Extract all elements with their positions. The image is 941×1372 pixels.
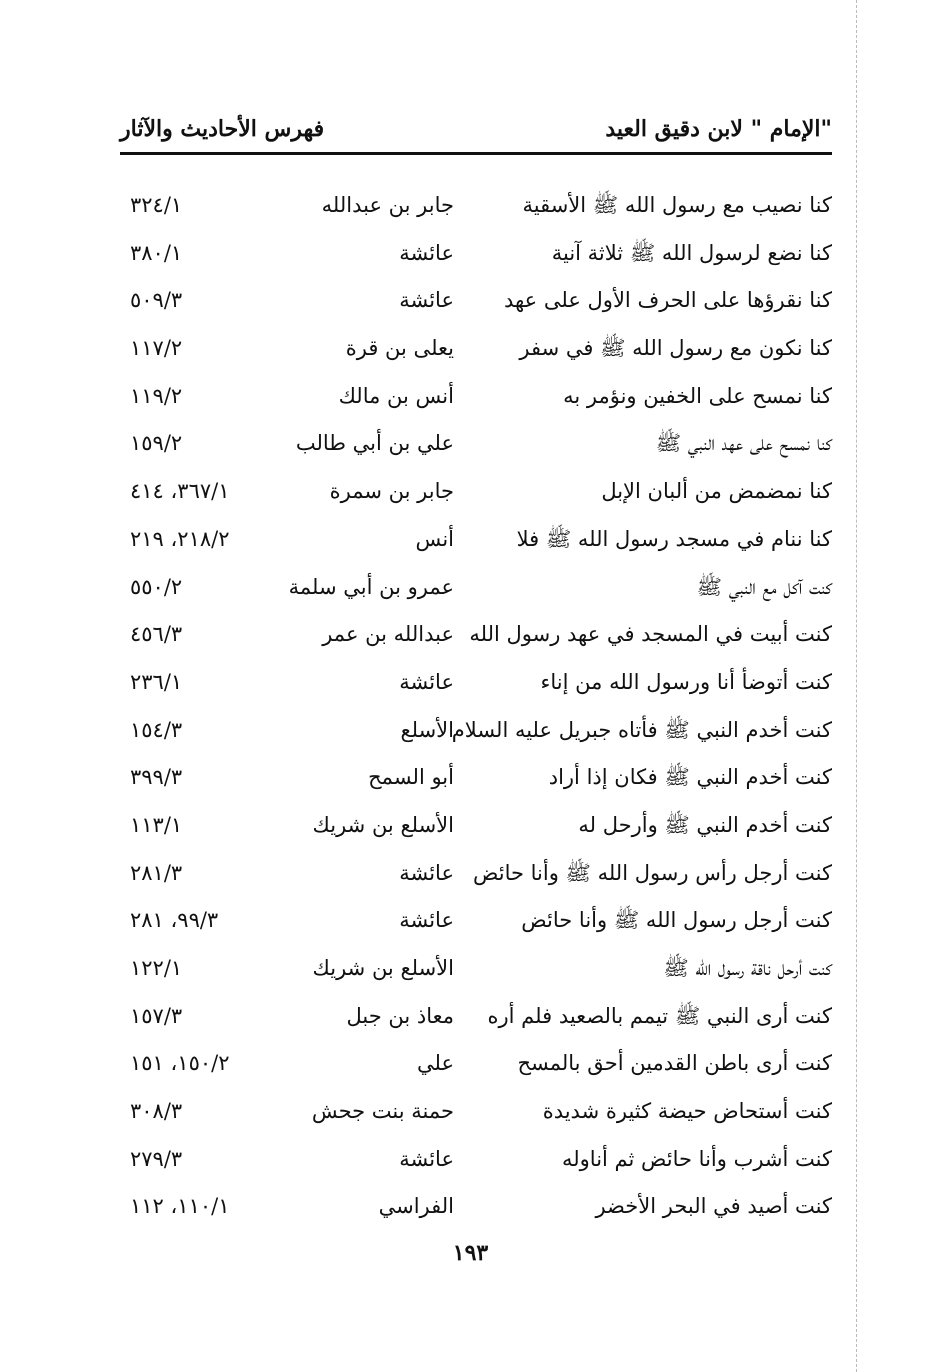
narrator: جابر بن سمرة (329, 479, 454, 504)
index-entry (118, 710, 832, 758)
hadith-incipit: كنت أشرب وأنا حائض ثم أناوله (562, 1146, 832, 1171)
narrator: عبدالله بن عمر (322, 622, 454, 647)
volume-page-ref: ٣٩٩/٣ (130, 765, 183, 790)
section-title: فهرس الأحاديث والآثار (120, 116, 325, 142)
index-entry (118, 1091, 832, 1139)
volume-page-ref: ٢٧٩/٣ (130, 1146, 183, 1171)
volume-page-ref: ١١٣/١ (130, 812, 183, 837)
volume-page-ref: ٣٨٠/١ (130, 240, 183, 265)
hadith-incipit: كنت أخدم النبي ﷺ فأتاه جبريل عليه السلام (451, 717, 832, 742)
index-entry (118, 423, 832, 471)
volume-page-ref: ٢١٨/٢، ٢١٩ (130, 526, 230, 551)
volume-page-ref: ٥٠٩/٣ (130, 288, 183, 313)
hadith-incipit: كنا نمسح على الخفين ونؤمر به (563, 383, 832, 408)
volume-page-ref: ١١٠/١، ١١٢ (130, 1194, 230, 1219)
index-entry (118, 948, 832, 996)
hadith-incipit: كنت أرجل رأس رسول الله ﷺ وأنا حائض (473, 860, 832, 885)
hadith-incipit: كنت أتوضأ أنا ورسول الله من إناء (540, 669, 832, 694)
volume-page-ref: ٢٨١/٣ (130, 860, 183, 885)
index-entry (118, 757, 832, 805)
narrator: عائشة (399, 1146, 454, 1171)
index-entry (118, 614, 832, 662)
hadith-incipit: كنا نقرؤها على الحرف الأول على عهد (503, 288, 832, 313)
narrator: عائشة (399, 860, 454, 885)
narrator: معاذ بن جبل (346, 1003, 454, 1028)
volume-page-ref: ١١٧/٢ (130, 336, 183, 361)
narrator: الأسلع (400, 717, 454, 742)
index-entry (118, 376, 832, 424)
narrator: الأسلع بن شريك (312, 956, 454, 980)
volume-page-ref: ٣٦٧/١، ٤١٤ (130, 479, 230, 504)
narrator: عائشة (399, 240, 454, 265)
index-entry (118, 805, 832, 853)
hadith-incipit: كنت أرجل رسول الله ﷺ وأنا حائض (521, 908, 832, 933)
hadith-incipit: كنت أصيد في البحر الأخضر (595, 1194, 832, 1219)
index-entry (118, 471, 832, 519)
hadith-incipit: كنا نضع لرسول الله ﷺ ثلاثة آنية (551, 240, 832, 265)
narrator: علي (417, 1051, 454, 1076)
volume-page-ref: ١١٩/٢ (130, 383, 183, 408)
index-entry (118, 996, 832, 1044)
narrator: أنس (415, 526, 454, 551)
hadith-incipit: كنت آكل مع النبي ﷺ (696, 574, 832, 599)
index-list (118, 185, 832, 1234)
hadith-incipit: كنت أرحل ناقة رسول الله ﷺ (663, 956, 832, 980)
hadith-incipit: كنا ننام في مسجد رسول الله ﷺ فلا (516, 526, 832, 551)
narrator: عائشة (399, 669, 454, 694)
index-entry (118, 233, 832, 281)
volume-page-ref: ٥٥٠/٢ (130, 574, 183, 599)
hadith-incipit: كنا نكون مع رسول الله ﷺ في سفر (519, 336, 832, 361)
page-number: ١٩٣ (452, 1240, 489, 1266)
index-entry (118, 280, 832, 328)
running-header (120, 112, 832, 152)
hadith-incipit: كنت أرى النبي ﷺ تيمم بالصعيد فلم أره (487, 1003, 832, 1028)
hadith-incipit: كنت أبيت في المسجد في عهد رسول الله (469, 622, 832, 647)
narrator: حمنة بنت جحش (311, 1099, 454, 1124)
index-entry (118, 567, 832, 615)
index-entry (118, 900, 832, 948)
hadith-incipit: كنت أرى باطن القدمين أحق بالمسح (517, 1051, 832, 1076)
volume-page-ref: ١٢٢/١ (130, 956, 183, 980)
index-entry (118, 1186, 832, 1234)
narrator: عائشة (399, 908, 454, 933)
volume-page-ref: ٣٠٨/٣ (130, 1099, 183, 1124)
narrator: الفراسي (378, 1194, 454, 1219)
volume-page-ref: ٢٣٦/١ (130, 669, 183, 694)
volume-page-ref: ١٥٧/٣ (130, 1003, 183, 1028)
hadith-incipit: كنت أخدم النبي ﷺ وأرحل له (578, 812, 832, 837)
index-entry (118, 1139, 832, 1187)
volume-page-ref: ٣٢٤/١ (130, 193, 183, 217)
volume-page-ref: ١٥٩/٢ (130, 431, 183, 456)
hadith-incipit: كنا نمضمض من ألبان الإبل (601, 479, 832, 504)
volume-page-ref: ١٥٤/٣ (130, 717, 183, 742)
volume-page-ref: ٩٩/٣، ٢٨١ (130, 908, 219, 933)
hadith-incipit: كنا نمسح على عهد النبي ﷺ (655, 431, 832, 456)
volume-page-ref: ٤٥٦/٣ (130, 622, 183, 647)
index-entry (118, 328, 832, 376)
index-entry (118, 662, 832, 710)
narrator: علي بن أبي طالب (295, 431, 454, 456)
page-edge-mark (856, 0, 857, 1372)
narrator: أنس بن مالك (338, 383, 454, 408)
index-entry (118, 185, 832, 233)
header-rule (120, 152, 832, 155)
narrator: أبو السمح (368, 765, 454, 790)
narrator: جابر بن عبدالله (321, 193, 454, 217)
narrator: عائشة (399, 288, 454, 313)
narrator: يعلى بن قرة (345, 336, 454, 361)
index-entry (118, 1043, 832, 1091)
hadith-incipit: كنت أخدم النبي ﷺ فكان إذا أراد (548, 765, 832, 790)
volume-page-ref: ١٥٠/٢، ١٥١ (130, 1051, 230, 1076)
narrator: الأسلع بن شريك (312, 812, 454, 837)
hadith-incipit: كنت أستحاض حيضة كثيرة شديدة (542, 1099, 832, 1124)
narrator: عمرو بن أبي سلمة (288, 574, 454, 599)
book-title: "الإمام " لابن دقيق العيد (605, 116, 832, 142)
index-entry (118, 519, 832, 567)
index-entry (118, 853, 832, 901)
hadith-incipit: كنا نصيب مع رسول الله ﷺ الأسقية (522, 193, 832, 217)
